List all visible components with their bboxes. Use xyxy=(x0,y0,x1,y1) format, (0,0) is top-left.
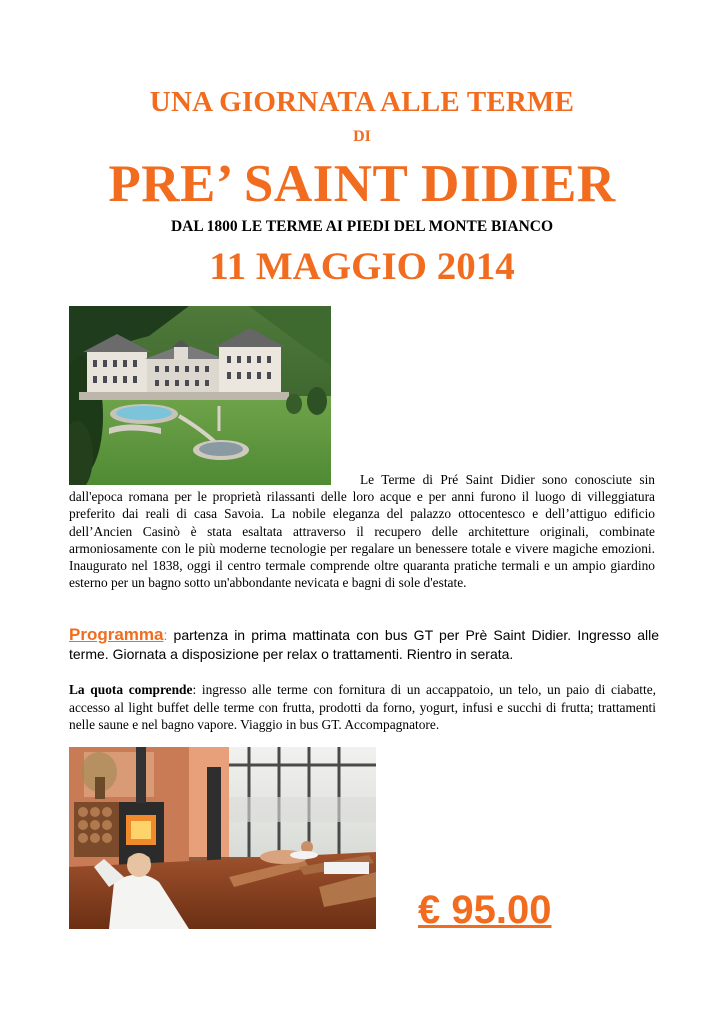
title-line1: UNA GIORNATA ALLE TERME xyxy=(149,86,575,118)
event-date: 11 MAGGIO 2014 xyxy=(209,245,515,288)
subtitle: DAL 1800 LE TERME AI PIEDI DEL MONTE BIANCO xyxy=(170,218,554,235)
relax-room-photo xyxy=(69,747,376,929)
title-main: PRE’ SAINT DIDIER xyxy=(108,155,616,213)
quota-text: : ingresso alle terme con fornitura di un accappatoio, un telo, un paio di ciabatte, accesso al light buffet delle terme con frutta, prodotti da forno, yogurt, infusi e succhi di frutta; trattamenti nelle saune e nel bagno vapore. Viaggio in bus GT. Accompagnatore. xyxy=(69,682,656,732)
intro-paragraph: Le Terme di Pré Saint Didier sono conosciute sin dall'epoca romana per le proprietà rilassanti delle loro acque e per anni furono il luogo di villeggiatura preferito dai reali di casa Savoia. La nobile eleganza del palazzo ottocentesco e dell’attiguo edificio dell’Ancien Casinò è stata esaltata attraverso il recupero delle architetture originali, combinate armoniosamente con le più moderne tecnologie per regalare un benessere totale e vivere magiche emozioni. Inaugurato nel 1838, oggi il centro termale comprende oltre quaranta pratiche termali e un ampio giardino esterno per un bagno sotto un'abbondante nevicata e bagni di sole d'estate. xyxy=(69,472,655,591)
programma-colon: : xyxy=(163,627,168,643)
quota-paragraph xyxy=(69,681,656,734)
programma-text: partenza in prima mattinata con bus GT per Prè Saint Didier. Ingresso alle terme. Giornata a disposizione per relax o trattamenti. Rientro in serata. xyxy=(69,627,659,662)
programma-label: Programma xyxy=(69,625,164,644)
title-di: DI xyxy=(353,128,371,145)
programma-paragraph xyxy=(69,625,659,664)
quota-label: La quota comprende xyxy=(69,682,193,697)
price: € 95.00 xyxy=(418,888,552,932)
terme-building-photo xyxy=(69,306,331,485)
